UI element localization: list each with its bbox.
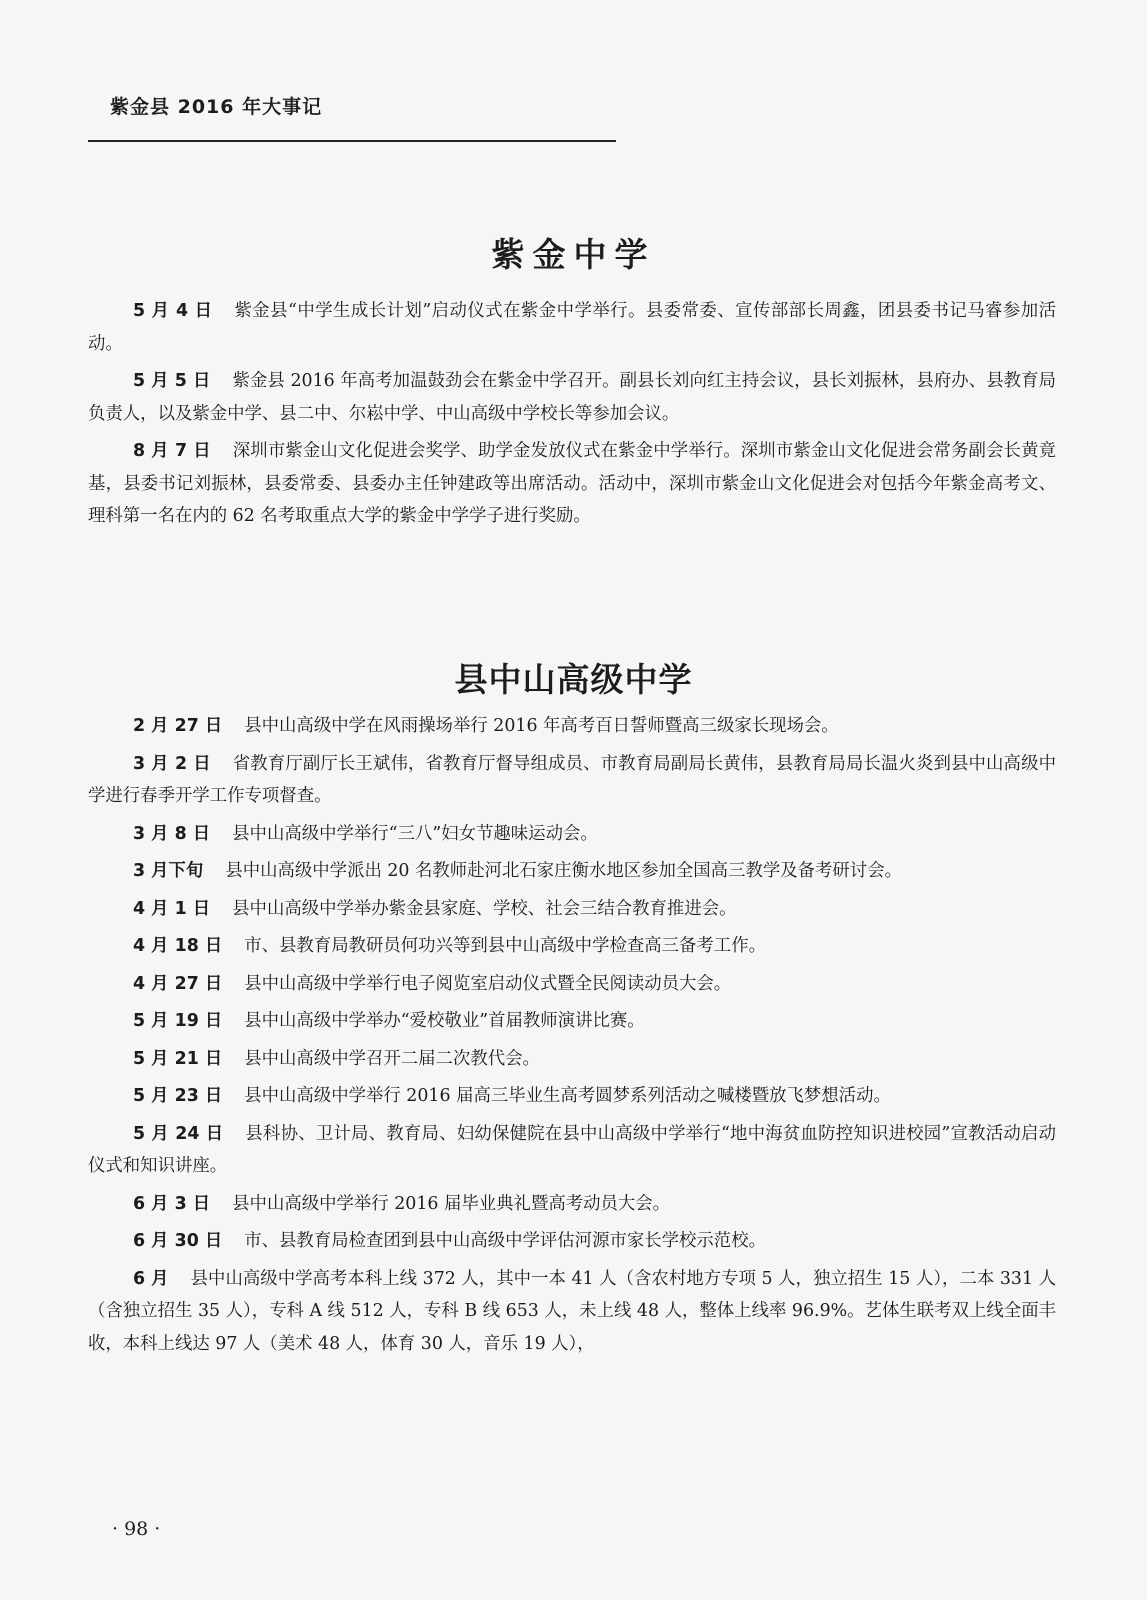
event-text: 县科协、卫计局、教育局、妇幼保健院在县中山高级中学举行“地中海贫血防控知识进校园”宣教活动启动仪式和知识讲座。 [88, 1123, 1056, 1176]
event-text: 县中山高级中学举行“三八”妇女节趣味运动会。 [232, 823, 598, 844]
event-text: 县中山高级中学高考本科上线 372 人，其中一本 41 人（含农村地方专项 5 人，独立招生 15 人），二本 331 人（含独立招生 35 人），专科 A 线 512 人，专科 B 线 653 人，未上线 48 人，整体上线率 96.9%。艺体生联考双上线全面丰收，本科上线达 97 人（美术 48 人，体育 30 人，音乐 19 人）， [88, 1268, 1056, 1354]
event-text: 县中山高级中学在风雨操场举行 2016 年高考百日誓师暨高三级家长现场会。 [244, 716, 839, 736]
event-date: 4 月 1 日 [133, 898, 211, 919]
event-text: 市、县教育局教研员何功兴等到县中山高级中学检查高三备考工作。 [244, 936, 766, 956]
event-date: 5 月 23 日 [133, 1086, 223, 1106]
event-text: 深圳市紫金山文化促进会奖学、助学金发放仪式在紫金中学举行。深圳市紫金山文化促进会常务副会长黄竟基，县委书记刘振林，县委常委、县委办主任钟建政等出席活动。活动中，深圳市紫金山文化促进会对包括今年紫金高考文、理科第一名在内的 62 名考取重点大学的紫金中学学子进行奖励。 [88, 441, 1056, 526]
event-date: 5 月 5 日 [133, 371, 211, 391]
event-entry [88, 1188, 1056, 1221]
section-title-zhongshan-high-school: 县中山高级中学 [454, 660, 693, 700]
page-number: · 98 · [112, 1518, 161, 1540]
event-date: 5 月 21 日 [133, 1048, 223, 1069]
event-entry [88, 1043, 1056, 1076]
event-text: 市、县教育局检查团到县中山高级中学评估河源市家长学校示范校。 [244, 1231, 766, 1251]
event-text: 县中山高级中学举行 2016 届高三毕业生高考圆梦系列活动之喊楼暨放飞梦想活动。 [244, 1086, 891, 1106]
event-text: 县中山高级中学举行 2016 届毕业典礼暨高考动员大会。 [232, 1193, 671, 1214]
event-date: 3 月下旬 [133, 861, 204, 881]
event-text: 县中山高级中学举行电子阅览室启动仪式暨全民阅读动员大会。 [244, 973, 732, 994]
event-text: 紫金县 2016 年高考加温鼓劲会在紫金中学召开。副县长刘向红主持会议，县长刘振林，县府办、县教育局负责人，以及紫金中学、县二中、尔崧中学、中山高级中学校长等参加会议。 [88, 371, 1056, 424]
event-entry [88, 818, 1056, 851]
event-text: 县中山高级中学举办“爱校敬业”首届教师演讲比赛。 [244, 1011, 645, 1031]
event-entry [88, 1118, 1056, 1183]
event-date: 8 月 7 日 [133, 441, 211, 461]
event-date: 6 月 3 日 [133, 1193, 211, 1214]
event-date: 5 月 19 日 [133, 1011, 223, 1031]
event-entry [88, 295, 1056, 360]
event-date: 4 月 27 日 [133, 973, 223, 994]
event-entry [88, 893, 1056, 926]
event-date: 3 月 8 日 [133, 823, 211, 844]
section-zijin-middle-school-entries [88, 295, 1056, 538]
event-text: 县中山高级中学派出 20 名教师赴河北石家庄衡水地区参加全国高三教学及备考研讨会。 [225, 861, 902, 881]
header-rule [88, 140, 616, 142]
event-entry [88, 930, 1056, 963]
section-title-zijin-middle-school: 紫金中学 [491, 235, 656, 275]
event-entry [88, 1080, 1056, 1113]
event-entry [88, 968, 1056, 1001]
event-date: 2 月 27 日 [133, 716, 223, 736]
event-text: 县中山高级中学召开二届二次教代会。 [244, 1048, 540, 1069]
section-zhongshan-high-school-entries [88, 710, 1056, 1365]
event-text: 省教育厅副厅长王斌伟，省教育厅督导组成员、市教育局副局长黄伟，县教育局局长温火炎到县中山高级中学进行春季开学工作专项督查。 [88, 753, 1056, 806]
event-date: 3 月 2 日 [133, 753, 211, 774]
event-entry [88, 710, 1056, 743]
event-date: 6 月 30 日 [133, 1231, 223, 1251]
event-entry [88, 1225, 1056, 1258]
event-entry [88, 1263, 1056, 1361]
event-date: 4 月 18 日 [133, 936, 223, 956]
event-entry [88, 748, 1056, 813]
event-date: 5 月 4 日 [133, 301, 213, 321]
event-entry [88, 435, 1056, 533]
event-entry [88, 1005, 1056, 1038]
event-date: 6 月 [133, 1268, 169, 1289]
event-text: 县中山高级中学举办紫金县家庭、学校、社会三结合教育推进会。 [232, 898, 737, 919]
event-date: 5 月 24 日 [133, 1123, 224, 1144]
event-text: 紫金县“中学生成长计划”启动仪式在紫金中学举行。县委常委、宣传部部长周鑫，团县委书记马睿参加活动。 [88, 301, 1056, 354]
event-entry [88, 365, 1056, 430]
event-entry [88, 855, 1056, 888]
running-header: 紫金县 2016 年大事记 [110, 96, 323, 118]
